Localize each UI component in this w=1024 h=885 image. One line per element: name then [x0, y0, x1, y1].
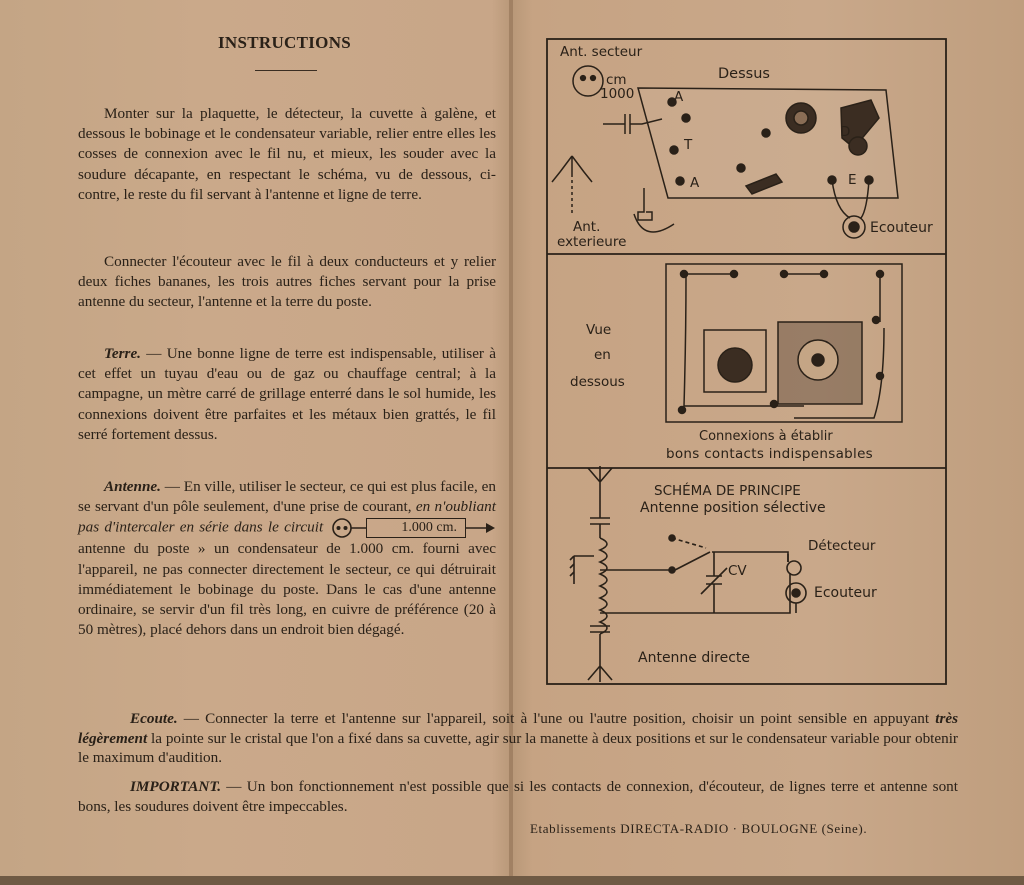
ecoute-italic: très légèrement [78, 710, 958, 747]
capacitor-value-box: 1.000 cm. [366, 518, 466, 538]
ecoute-text-2: la pointe sur le cristal que l'on a fixé dans sa cuvette, agir sur la manette à deux positions et sur le condensateur variable pour obtenir le maximum d'audition. [78, 729, 958, 766]
paragraph-antenne [78, 477, 496, 640]
coil-winding-icon [718, 348, 752, 382]
paragraph-important [78, 777, 958, 816]
arrow-right-icon [466, 517, 496, 539]
cv-label: CV [728, 563, 747, 579]
ant-secteur-label: Ant. secteur [560, 44, 643, 60]
title-rule [255, 70, 317, 71]
antenne-text-2: antenne du poste » un condensateur de 1.000 cm. fourni avec l'appareil, ne pas connecter directement le secteur, ce qui détruirait immédiatement le bobinage du poste. Dans le cas d'une antenne ordinaire, se servir d'un fil très long, en cuivre de préférence (20 à 50 mètres), placé dehors dans un endroit bien dégagé. [78, 540, 496, 639]
antenne-selective-label: Antenne position sélective [640, 500, 826, 516]
outdoor-antenna-icon [552, 156, 592, 182]
connexions-label: Connexions à établir [699, 429, 833, 444]
plug-capacitor-figure [328, 517, 496, 539]
publisher-footer: Etablissements DIRECTA-RADIO · BOULOGNE (Seine). [530, 821, 868, 836]
variable-capacitor-symbol [706, 552, 788, 613]
paragraph-mounting: Monter sur la plaquette, le détecteur, la cuvette à galène, et dessous le bobinage et le condensateur variable, relier entre elles les cosses de connexion avec le fil nu, et mieux, les souder avec la soudure décapante, en respectant le schéma, vu de dessous, ci-contre, le reste du fil servant à l'antenne et ligne de terre. [78, 105, 496, 203]
antenne-text-1: — En ville, utiliser le secteur, ce qui est plus facile, en se servant d'un pôle seulement, d'une prise de courant, [78, 478, 496, 516]
diagram-panel [546, 38, 948, 686]
paragraph-terre [78, 344, 496, 445]
detector-symbol [787, 561, 801, 575]
earth-tap-icon [638, 188, 652, 220]
antenne-heading: Antenne. [104, 478, 161, 495]
mains-socket-icon [573, 66, 603, 96]
paragraph-earphone: Connecter l'écouteur avec le fil à deux conducteurs et y relier deux fiches bananes, les trois autres fiches servant pour la prise antenne du secteur, l'antenne et la terre du poste. [78, 253, 496, 311]
ecouteur-bottom-label: Ecouteur [814, 585, 877, 601]
terre-text: — Une bonne ligne de terre est indispensable, utiliser à cet effet un tuyau d'eau ou de gaz ou chauffage central; à la campagne, un mètre carré de grillage enterré dans le sol humide, les connexions doivent être parfaites et les métaux bien grattés, le fil serré fortement dessus. [78, 345, 496, 443]
important-text: — Un bon fonctionnement n'est possible que si les contacts de connexion, d'écouteur, de lignes terre et antenne sont bons, les soudures doivent être impeccables. [78, 778, 958, 815]
ant-ext-label-2: exterieure [557, 234, 627, 250]
ecoute-text-1: — Connecter la terre et l'antenne sur l'appareil, soit à l'une ou l'autre position, choisir un point sensible en appuyant [177, 710, 936, 727]
bottom-edge-shadow [0, 876, 1024, 885]
ant-ext-label-1: Ant. [573, 219, 601, 235]
antenne-italic: en n'oubliant pas d'intercaler en série dans le circuit [78, 498, 496, 536]
important-heading: IMPORTANT. [130, 778, 222, 795]
dessous-label: dessous [570, 374, 625, 390]
bons-contacts-label: bons contacts indispensables [666, 446, 874, 462]
antenne-directe-label: Antenne directe [638, 650, 750, 666]
ground-symbol [574, 556, 594, 584]
terminal-a2-label: A [690, 175, 700, 191]
underside-view [666, 264, 902, 422]
terminal-d-label: D [840, 124, 851, 140]
en-label: en [594, 347, 611, 363]
antenna-symbol-top [588, 466, 612, 518]
ecoute-heading: Ecoute. [130, 710, 178, 727]
detecteur-label: Détecteur [808, 538, 876, 554]
coil-symbol [600, 538, 607, 634]
terminal-e-label: E [848, 172, 857, 188]
vue-label: Vue [586, 322, 612, 338]
cm-label: cm [606, 72, 627, 88]
schema-title: SCHÉMA DE PRINCIPE [654, 483, 801, 499]
terminal-a1-label: A [674, 89, 684, 105]
terminal-t-label: T [684, 137, 693, 153]
socket-icon [328, 517, 366, 539]
ecouteur-top-label: Ecouteur [870, 220, 933, 236]
selector-switch [600, 552, 790, 613]
dessus-label: Dessus [718, 66, 770, 82]
cap-value-label: 1000 [600, 86, 635, 102]
terre-heading: Terre. [104, 345, 141, 362]
page-title: INSTRUCTIONS [218, 33, 352, 52]
paragraph-ecoute [78, 709, 958, 768]
antenna-symbol-bottom [588, 646, 612, 682]
